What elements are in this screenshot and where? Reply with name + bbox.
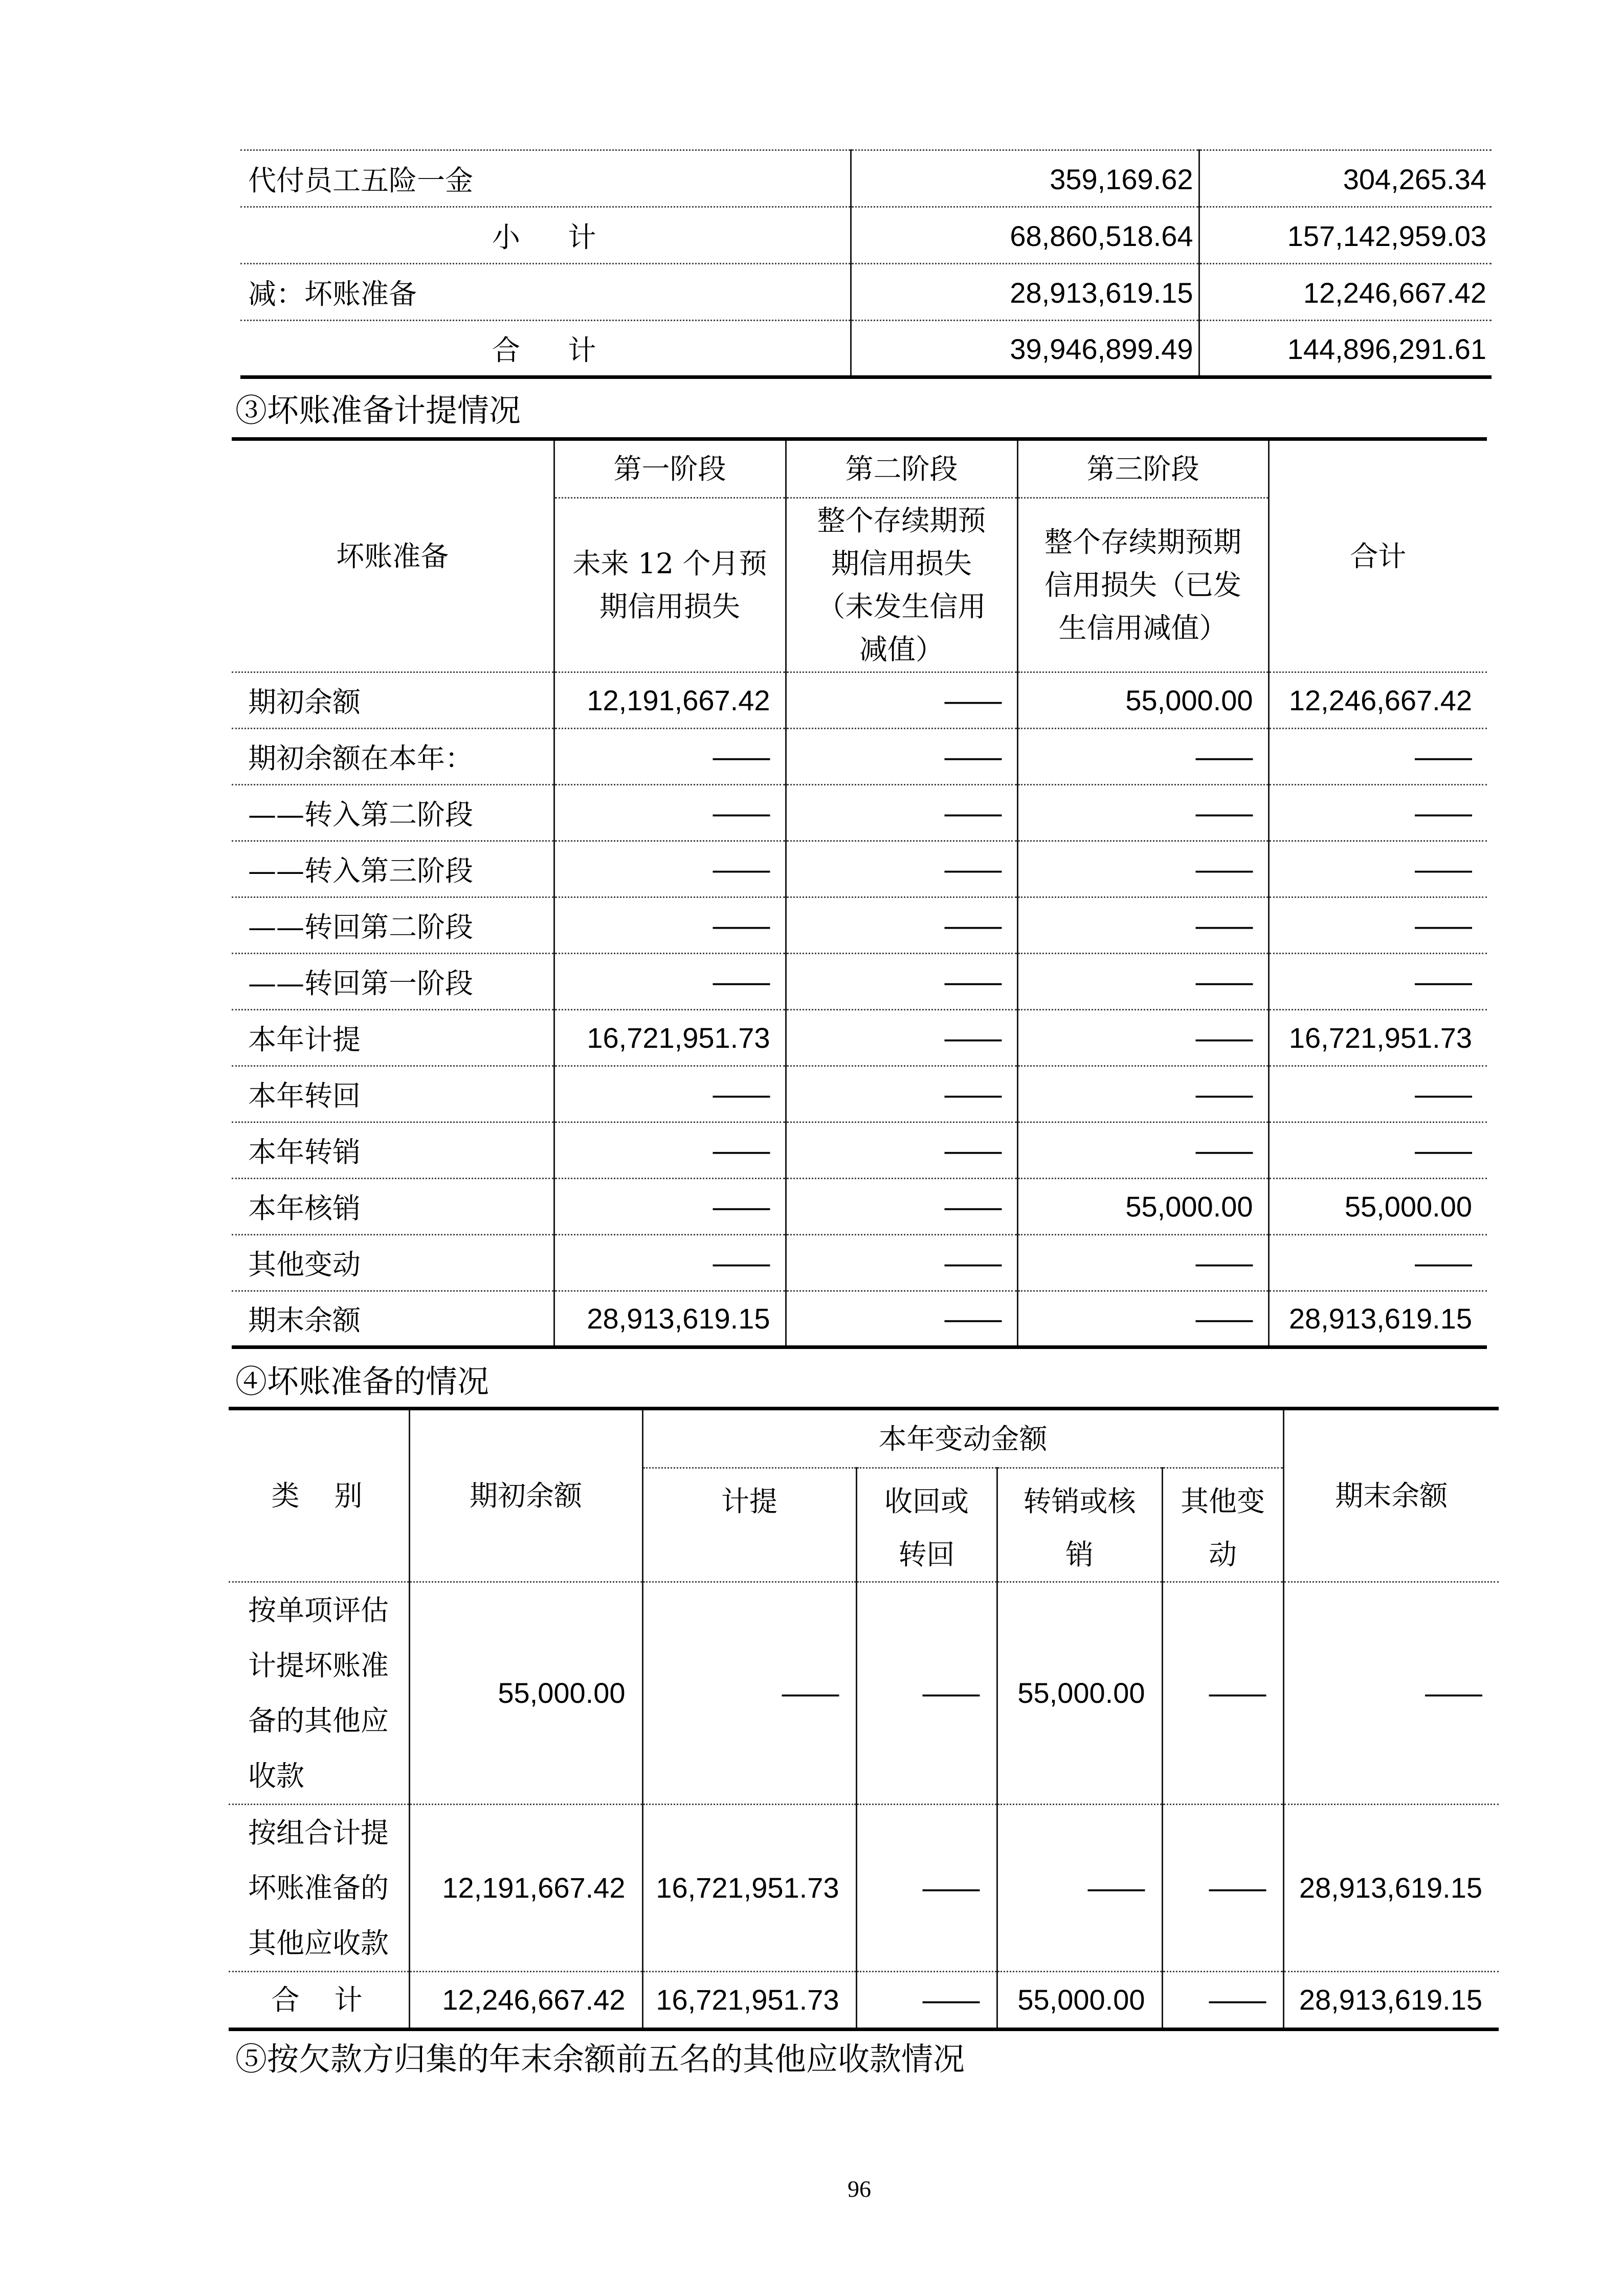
label-line: 计提坏账准 — [248, 1649, 389, 1682]
provision-cell: —— — [642, 1582, 856, 1805]
amount-column-1: 39,946,899.49 — [851, 321, 1199, 377]
row-label: ——转入第二阶段 — [232, 785, 554, 841]
label-line: 收款 — [248, 1760, 305, 1792]
stage-2-amount: —— — [786, 1179, 1017, 1235]
stage-1-amount: —— — [554, 729, 786, 785]
stage-1-amount: —— — [554, 785, 786, 841]
continued-receivables-table — [240, 149, 1492, 379]
total-amount: —— — [1269, 729, 1487, 785]
column-header-stage-1: 第一阶段 — [554, 439, 786, 498]
column-header-category: 类 别 — [229, 1409, 409, 1582]
stage-1-amount: 16,721,951.73 — [554, 1010, 786, 1066]
total-amount: 55,000.00 — [1269, 1179, 1487, 1235]
stage-2-amount: —— — [786, 897, 1017, 954]
stage-1-amount: —— — [554, 841, 786, 897]
column-header-stage-2: 第二阶段 — [786, 439, 1017, 498]
row-label: ——转回第二阶段 — [232, 897, 554, 954]
section-3-heading: ③坏账准备计提情况 — [235, 392, 521, 429]
total-amount: —— — [1269, 897, 1487, 954]
row-label: 代付员工五险一金 — [240, 150, 851, 207]
stage-2-amount: —— — [786, 954, 1017, 1010]
provision-cell: 16,721,951.73 — [642, 1805, 856, 1972]
stage-2-amount: —— — [786, 1235, 1017, 1291]
stage-1-amount: —— — [554, 1066, 786, 1122]
column-header-change-group: 本年变动金额 — [642, 1409, 1283, 1468]
column-header-stage-3: 第三阶段 — [1017, 439, 1269, 498]
stage-2-amount: —— — [786, 672, 1017, 729]
description-line: 未来 12 个月预 — [572, 547, 767, 580]
other-change-cell: —— — [1162, 1582, 1283, 1805]
header-row — [229, 1409, 1499, 1468]
label-line: 按单项评估 — [248, 1594, 389, 1627]
page-number: 96 — [848, 2176, 871, 2202]
header-line: 销 — [1065, 1538, 1094, 1571]
description-line: 生信用减值） — [1058, 612, 1228, 644]
header-line: 收回或 — [884, 1485, 969, 1518]
total-amount: —— — [1269, 785, 1487, 841]
recovered-cell: —— — [856, 1972, 997, 2030]
table-row — [240, 264, 1492, 321]
section-4-heading: ④坏账准备的情况 — [235, 1363, 490, 1400]
row-label — [229, 1805, 409, 1972]
row-label: 本年核销 — [232, 1179, 554, 1235]
column-header-closing-balance: 期末余额 — [1283, 1409, 1499, 1582]
total-amount: —— — [1269, 1235, 1487, 1291]
table-row — [232, 1010, 1487, 1066]
table-row — [229, 1582, 1499, 1805]
recovered-cell: —— — [856, 1582, 997, 1805]
row-label: 减：坏账准备 — [240, 264, 851, 321]
table-row — [232, 785, 1487, 841]
description-line: 整个存续期预 — [817, 504, 986, 537]
stage-3-amount: 55,000.00 — [1017, 672, 1269, 729]
table-row — [240, 150, 1492, 207]
row-label: 期初余额在本年： — [232, 729, 554, 785]
column-header-written-off — [997, 1468, 1162, 1582]
bad-debt-provision-change-table — [229, 1407, 1499, 2031]
stage-3-amount: 55,000.00 — [1017, 1179, 1269, 1235]
amount-column-2: 144,896,291.61 — [1199, 321, 1492, 377]
column-header-provision — [642, 1468, 856, 1582]
label-line: 备的其他应 — [248, 1704, 389, 1737]
description-line: （未发生信用 — [817, 590, 986, 623]
closing-balance-row — [232, 1291, 1487, 1347]
row-label: 合 计 — [240, 321, 851, 377]
stage-2-amount: —— — [786, 1122, 1017, 1179]
stage-3-description — [1017, 498, 1269, 672]
stage-2-amount: —— — [786, 841, 1017, 897]
bad-debt-provision-stage-table — [232, 437, 1487, 1349]
table-row — [232, 729, 1487, 785]
stage-1-amount: —— — [554, 1122, 786, 1179]
table-row — [232, 897, 1487, 954]
stage-2-amount: —— — [786, 1066, 1017, 1122]
total-row — [229, 1972, 1499, 2030]
table-row — [232, 1235, 1487, 1291]
stage-1-amount: 12,191,667.42 — [554, 672, 786, 729]
stage-2-amount: —— — [786, 1010, 1017, 1066]
header-line: 其他变 — [1181, 1485, 1265, 1518]
stage-1-amount: —— — [554, 954, 786, 1010]
stage-3-amount: —— — [1017, 1122, 1269, 1179]
total-amount: 28,913,619.15 — [1269, 1291, 1487, 1347]
opening-balance-cell: 55,000.00 — [409, 1582, 642, 1805]
total-amount: 16,721,951.73 — [1269, 1010, 1487, 1066]
total-amount: —— — [1269, 1066, 1487, 1122]
amount-column-2: 12,246,667.42 — [1199, 264, 1492, 321]
table-row — [232, 1179, 1487, 1235]
recovered-cell: —— — [856, 1805, 997, 1972]
table-row — [232, 954, 1487, 1010]
row-label: 其他变动 — [232, 1235, 554, 1291]
opening-balance-cell: 12,191,667.42 — [409, 1805, 642, 1972]
stage-3-amount: —— — [1017, 1010, 1269, 1066]
amount-column-2: 157,142,959.03 — [1199, 207, 1492, 264]
subtotal-row — [240, 207, 1492, 264]
stage-2-description — [786, 498, 1017, 672]
section-5-heading: ⑤按欠款方归集的年末余额前五名的其他应收款情况 — [235, 2040, 965, 2078]
header-line: 计提 — [721, 1485, 777, 1518]
table-row — [232, 841, 1487, 897]
stage-3-amount: —— — [1017, 785, 1269, 841]
column-header-other-change — [1162, 1468, 1283, 1582]
row-label: 本年转销 — [232, 1122, 554, 1179]
row-label: 期初余额 — [232, 672, 554, 729]
amount-column-1: 68,860,518.64 — [851, 207, 1199, 264]
header-row — [232, 439, 1487, 498]
stage-1-amount: 28,913,619.15 — [554, 1291, 786, 1347]
stage-3-amount: —— — [1017, 1291, 1269, 1347]
header-line: 转回 — [898, 1538, 955, 1571]
total-amount: 12,246,667.42 — [1269, 672, 1487, 729]
row-label: 小 计 — [240, 207, 851, 264]
table-row — [232, 1122, 1487, 1179]
total-amount: —— — [1269, 954, 1487, 1010]
description-line: 整个存续期预期 — [1044, 526, 1241, 558]
description-line: 减值） — [859, 633, 944, 666]
table-row — [232, 672, 1487, 729]
table-row — [229, 1805, 1499, 1972]
row-label: 本年转回 — [232, 1066, 554, 1122]
stage-3-amount: —— — [1017, 897, 1269, 954]
label-line: 按组合计提 — [248, 1816, 389, 1849]
total-amount: —— — [1269, 841, 1487, 897]
amount-column-2: 304,265.34 — [1199, 150, 1492, 207]
row-label — [229, 1582, 409, 1805]
row-label: 本年计提 — [232, 1010, 554, 1066]
column-header-recovered — [856, 1468, 997, 1582]
stage-3-amount: —— — [1017, 729, 1269, 785]
column-header-opening-balance: 期初余额 — [409, 1409, 642, 1582]
stage-1-amount: —— — [554, 897, 786, 954]
description-line: 信用损失（已发 — [1044, 569, 1241, 601]
stage-1-description — [554, 498, 786, 672]
closing-balance-cell: —— — [1283, 1582, 1499, 1805]
stage-2-amount: —— — [786, 1291, 1017, 1347]
stage-1-amount: —— — [554, 1179, 786, 1235]
amount-column-1: 28,913,619.15 — [851, 264, 1199, 321]
provision-cell: 16,721,951.73 — [642, 1972, 856, 2030]
amount-column-1: 359,169.62 — [851, 150, 1199, 207]
stage-3-amount: —— — [1017, 841, 1269, 897]
other-change-cell: —— — [1162, 1805, 1283, 1972]
column-header-total: 合计 — [1269, 439, 1487, 672]
stage-2-amount: —— — [786, 729, 1017, 785]
row-label: ——转回第一阶段 — [232, 954, 554, 1010]
written-off-cell: 55,000.00 — [997, 1972, 1162, 2030]
label-line: 坏账准备的 — [248, 1872, 389, 1904]
row-label: 期末余额 — [232, 1291, 554, 1347]
label-line: 其他应收款 — [248, 1927, 389, 1960]
closing-balance-cell: 28,913,619.15 — [1283, 1972, 1499, 2030]
table-row — [232, 1066, 1487, 1122]
description-line: 期信用损失 — [599, 590, 740, 623]
other-change-cell: —— — [1162, 1972, 1283, 2030]
row-label: 合 计 — [229, 1972, 409, 2030]
written-off-cell: 55,000.00 — [997, 1582, 1162, 1805]
opening-balance-cell: 12,246,667.42 — [409, 1972, 642, 2030]
closing-balance-cell: 28,913,619.15 — [1283, 1805, 1499, 1972]
total-amount: —— — [1269, 1122, 1487, 1179]
total-row — [240, 321, 1492, 377]
description-line: 期信用损失 — [831, 547, 972, 580]
row-label: ——转入第三阶段 — [232, 841, 554, 897]
header-line: 动 — [1209, 1538, 1237, 1571]
header-line: 转销或核 — [1023, 1485, 1136, 1518]
stage-3-amount: —— — [1017, 1066, 1269, 1122]
stage-2-amount: —— — [786, 785, 1017, 841]
stage-3-amount: —— — [1017, 954, 1269, 1010]
column-header-item: 坏账准备 — [232, 439, 554, 672]
stage-3-amount: —— — [1017, 1235, 1269, 1291]
written-off-cell: —— — [997, 1805, 1162, 1972]
stage-1-amount: —— — [554, 1235, 786, 1291]
